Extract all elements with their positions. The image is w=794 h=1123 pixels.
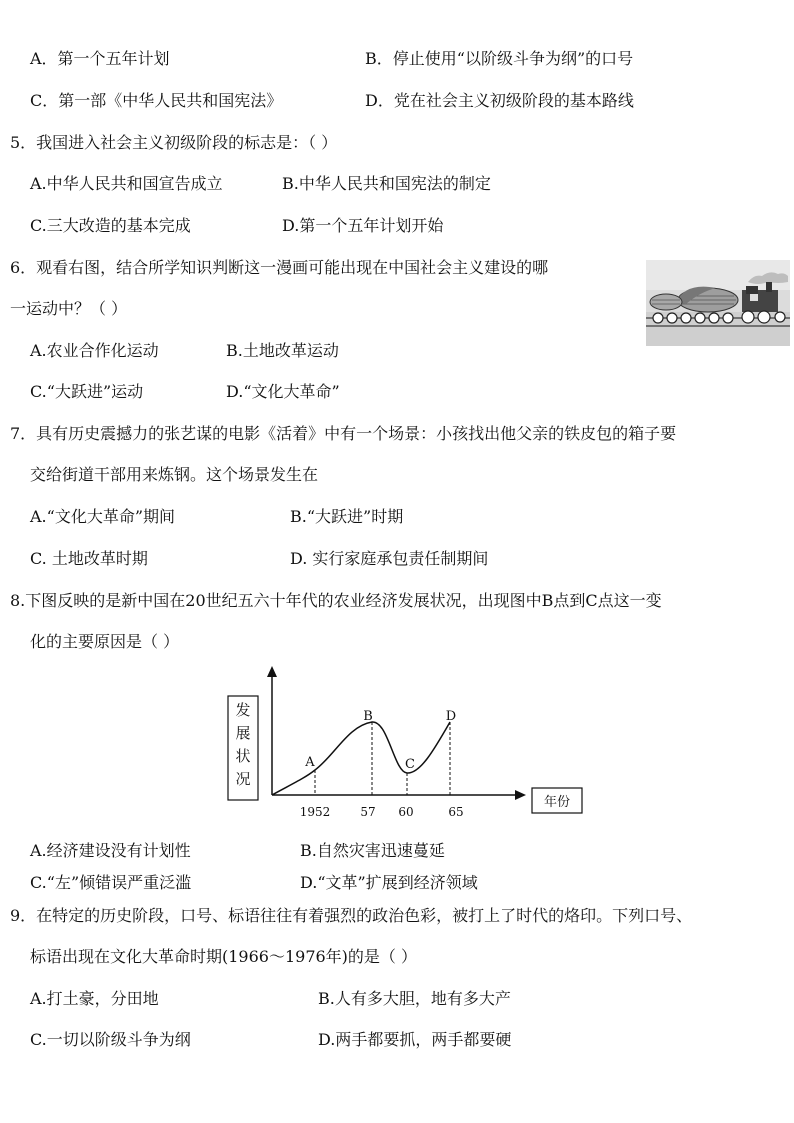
point-label-b: B (363, 709, 373, 724)
q9-option-d: D.两手都要抓，两手都要硬 (318, 1030, 512, 1049)
q6-stem-line1: 6．观看右图，结合所学知识判断这一漫画可能出现在中国社会主义建设的哪 (10, 258, 549, 277)
x-tick-label: 1952 (299, 805, 331, 819)
point-label-c: C (405, 757, 415, 772)
x-axis-arrow (515, 790, 526, 800)
y-label-char: 况 (235, 770, 251, 788)
q7-stem-line1: 7．具有历史震撼力的张艺谋的电影《活着》中有一个场景：小孩找出他父亲的铁皮包的箱子要 (10, 424, 677, 443)
y-axis-arrow (267, 666, 277, 677)
q4-option-b: B．停止使用“以阶级斗争为纲”的口号 (365, 49, 634, 68)
q9-option-a: A.打土豪，分田地 (30, 989, 159, 1008)
q8-option-a: A.经济建设没有计划性 (30, 841, 191, 860)
development-curve (272, 722, 450, 795)
q8-option-b: B.自然灾害迅速蔓延 (300, 841, 445, 860)
q5-option-a: A.中华人民共和国宣告成立 (30, 174, 223, 193)
q9-stem-line2: 标语出现在文化大革命时期(1966～1976年)的是（ ） (30, 947, 418, 966)
q7-stem-line2: 交给街道干部用来炼钢。这个场景发生在 (30, 465, 319, 484)
cartoon-train-image (646, 260, 790, 346)
y-label-char: 发 (235, 701, 251, 719)
q6-option-a: A.农业合作化运动 (30, 341, 159, 360)
q8-option-c: C.“左”倾错误严重泛滥 (30, 873, 192, 892)
q4-option-a: A．第一个五年计划 (30, 49, 170, 68)
q6-option-d: D.“文化大革命” (226, 382, 340, 401)
q5-option-b: B.中华人民共和国宪法的制定 (282, 174, 491, 193)
point-label-a: A (305, 755, 315, 770)
q8-stem-line1: 8.下图反映的是新中国在20世纪五六十年代的农业经济发展状况，出现图中B点到C点这一变 (10, 591, 662, 610)
q5-option-d: D.第一个五年计划开始 (282, 216, 444, 235)
q5-stem: 5．我国进入社会主义初级阶段的标志是：（ ） (10, 133, 338, 152)
x-tick-label: 60 (398, 805, 414, 819)
q4-option-c: C．第一部《中华人民共和国宪法》 (30, 91, 283, 110)
q7-option-c: C. 土地改革时期 (30, 549, 148, 568)
q7-option-a: A.“文化大革命”期间 (30, 507, 176, 526)
y-label-char: 展 (235, 724, 251, 742)
y-label-char: 状 (235, 747, 251, 765)
q7-option-d: D. 实行家庭承包责任制期间 (290, 549, 489, 568)
q8-stem-line2: 化的主要原因是（ ） (30, 632, 180, 651)
q9-stem-line1: 9．在特定的历史阶段，口号、标语往往有着强烈的政治色彩，被打上了时代的烙印。下列口号、 (10, 906, 693, 925)
q7-option-b: B.“大跃进”时期 (290, 507, 404, 526)
q6-stem-line2: 一运动中？（ ） (10, 299, 128, 318)
q8-option-d: D.“文革”扩展到经济领域 (300, 873, 478, 892)
x-tick-label: 65 (448, 805, 464, 819)
q9-option-c: C.一切以阶级斗争为纲 (30, 1030, 191, 1049)
point-label-d: D (445, 709, 457, 724)
x-axis-label: 年份 (543, 795, 571, 810)
development-graph (220, 660, 590, 825)
q6-option-b: B.土地改革运动 (226, 341, 339, 360)
x-tick-label: 57 (360, 805, 376, 819)
q5-option-c: C.三大改造的基本完成 (30, 216, 191, 235)
q6-option-c: C.“大跃进”运动 (30, 382, 144, 401)
q4-option-d: D．党在社会主义初级阶段的基本路线 (365, 91, 634, 110)
q9-option-b: B.人有多大胆，地有多大产 (318, 989, 511, 1008)
